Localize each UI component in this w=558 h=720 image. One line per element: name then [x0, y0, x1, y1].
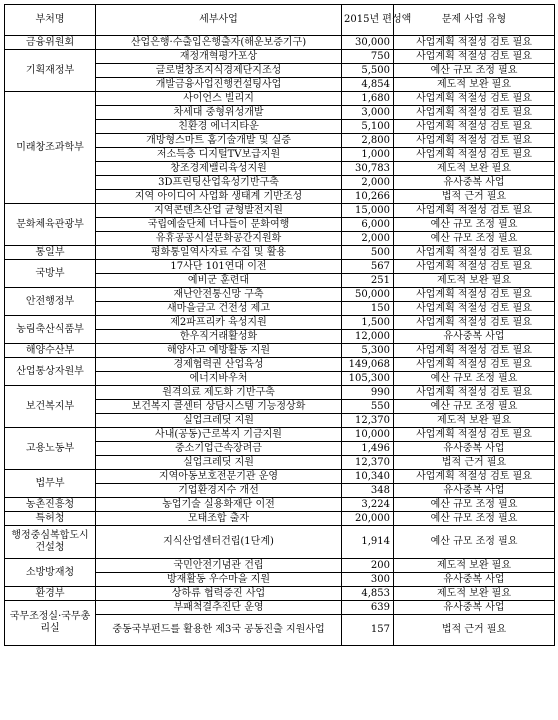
project-cell: 부패척결추진단 운영: [96, 601, 342, 615]
project-cell: 친환경 에너지타운: [96, 120, 342, 134]
table-row: [5, 601, 555, 615]
budget-cell: 5,300: [342, 344, 394, 358]
budget-cell: 251: [342, 274, 394, 288]
issue-cell: 유사중복 사업: [394, 573, 555, 587]
issue-cell: 사업계획 적절성 검토 필요: [394, 92, 555, 106]
project-cell: 평화통일역사자료 수집 및 활용: [96, 246, 342, 260]
issue-cell: 사업계획 적절성 검토 필요: [394, 204, 555, 218]
issue-cell: 예산 규모 조정 필요: [394, 400, 555, 414]
issue-cell: 유사중복 사업: [394, 176, 555, 190]
budget-cell: 157: [342, 615, 394, 646]
issue-cell: 사업계획 적절성 검토 필요: [394, 344, 555, 358]
budget-cell: 150: [342, 302, 394, 316]
table-body: [5, 36, 555, 646]
ministry-cell: 미래창조과학부: [5, 92, 96, 204]
ministry-cell: 산업통상자원부: [5, 358, 96, 386]
project-cell: 상하류 협력증진 사업: [96, 587, 342, 601]
budget-cell: 550: [342, 400, 394, 414]
issue-cell: 사업계획 적절성 검토 필요: [394, 470, 555, 484]
issue-cell: 사업계획 적절성 검토 필요: [394, 246, 555, 260]
budget-cell: 990: [342, 386, 394, 400]
budget-cell: 3,224: [342, 498, 394, 512]
issue-cell: 유사중복 사업: [394, 442, 555, 456]
ministry-cell: 국방부: [5, 260, 96, 288]
table-row: [5, 50, 555, 64]
table-row: [5, 358, 555, 372]
issue-cell: 예산 규모 조정 필요: [394, 218, 555, 232]
issue-cell: 사업계획 적절성 검토 필요: [394, 36, 555, 50]
ministry-cell: 안전행정부: [5, 288, 96, 316]
issue-cell: 유사중복 사업: [394, 330, 555, 344]
issue-cell: 사업계획 적절성 검토 필요: [394, 386, 555, 400]
issue-cell: 예산 규모 조정 필요: [394, 512, 555, 526]
issue-cell: 유사중복 사업: [394, 484, 555, 498]
issue-cell: 제도적 보완 필요: [394, 414, 555, 428]
issue-cell: 제도적 보완 필요: [394, 587, 555, 601]
budget-cell: 500: [342, 246, 394, 260]
project-cell: 농업기술 실용화재단 이전: [96, 498, 342, 512]
project-cell: 17사단 101연대 이전: [96, 260, 342, 274]
issue-cell: 사업계획 적절성 검토 필요: [394, 134, 555, 148]
issue-cell: 유사중복 사업: [394, 601, 555, 615]
budget-cell: 348: [342, 484, 394, 498]
ministry-cell: 환경부: [5, 587, 96, 601]
project-cell: 개방형스마트 홈기술개발 및 실증: [96, 134, 342, 148]
budget-cell: 2,000: [342, 232, 394, 246]
issue-cell: 사업계획 적절성 검토 필요: [394, 50, 555, 64]
header-issue: 문제 사업 유형: [394, 5, 555, 36]
table-row: [5, 386, 555, 400]
project-cell: 저소득층 디지털TV보급지원: [96, 148, 342, 162]
ministry-cell: 고용노동부: [5, 428, 96, 470]
ministry-cell: 농촌진흥청: [5, 498, 96, 512]
budget-cell: 5,100: [342, 120, 394, 134]
issue-cell: 법적 근거 필요: [394, 456, 555, 470]
issue-cell: 사업계획 적절성 검토 필요: [394, 316, 555, 330]
budget-cell: 12,000: [342, 330, 394, 344]
issue-cell: 예산 규모 조정 필요: [394, 64, 555, 78]
table-row: [5, 470, 555, 484]
budget-cell: 10,340: [342, 470, 394, 484]
project-cell: 사내(공동)근로복지 기금지원: [96, 428, 342, 442]
budget-cell: 4,854: [342, 78, 394, 92]
budget-cell: 20,000: [342, 512, 394, 526]
table-row: [5, 92, 555, 106]
project-cell: 지역 아이디어 사업화 생태계 기반조성: [96, 190, 342, 204]
project-cell: 차세대 중형위성개발: [96, 106, 342, 120]
budget-cell: 30,783: [342, 162, 394, 176]
table-row: [5, 344, 555, 358]
project-cell: 모태조합 출자: [96, 512, 342, 526]
table-row: [5, 316, 555, 330]
budget-cell: 1,000: [342, 148, 394, 162]
budget-cell: 200: [342, 559, 394, 573]
budget-cell: 6,000: [342, 218, 394, 232]
table-row: [5, 526, 555, 559]
project-cell: 중소기업근속장려금: [96, 442, 342, 456]
issue-cell: 제도적 보완 필요: [394, 78, 555, 92]
budget-cell: 2,000: [342, 176, 394, 190]
table-row: [5, 36, 555, 50]
table-row: [5, 428, 555, 442]
ministry-cell: 특허청: [5, 512, 96, 526]
project-cell: 산업은행·수출입은행출자(해운보증기구): [96, 36, 342, 50]
header-row: [5, 5, 555, 36]
issue-cell: 사업계획 적절성 검토 필요: [394, 358, 555, 372]
project-cell: 원격의료 제도화 기반구축: [96, 386, 342, 400]
issue-cell: 예산 규모 조정 필요: [394, 526, 555, 559]
project-cell: 유휴공공시설문화공간지원화: [96, 232, 342, 246]
table-row: [5, 204, 555, 218]
table-row: [5, 559, 555, 573]
header-budget: 2015년 편성액: [342, 5, 394, 36]
project-cell: 개발금융사업진행컨설팅사업: [96, 78, 342, 92]
budget-cell: 2,800: [342, 134, 394, 148]
issue-cell: 제도적 보완 필요: [394, 559, 555, 573]
issue-cell: 예산 규모 조정 필요: [394, 498, 555, 512]
ministry-cell: 기획재정부: [5, 50, 96, 92]
budget-cell: 149,068: [342, 358, 394, 372]
project-cell: 예비군 훈련대: [96, 274, 342, 288]
budget-cell: 3,000: [342, 106, 394, 120]
project-cell: 글로벌창조지식경제단지조성: [96, 64, 342, 78]
ministry-cell: 문화체육관광부: [5, 204, 96, 246]
ministry-cell: 통일부: [5, 246, 96, 260]
ministry-cell: 국무조정실·국무총리실: [5, 601, 96, 646]
budget-cell: 750: [342, 50, 394, 64]
project-cell: 새마을금고 건전성 제고: [96, 302, 342, 316]
issue-cell: 법적 근거 필요: [394, 615, 555, 646]
budget-cell: 50,000: [342, 288, 394, 302]
budget-cell: 12,370: [342, 456, 394, 470]
issue-cell: 예산 규모 조정 필요: [394, 232, 555, 246]
budget-cell: 1,500: [342, 316, 394, 330]
budget-cell: 105,300: [342, 372, 394, 386]
issue-cell: 제도적 보완 필요: [394, 162, 555, 176]
table-row: [5, 246, 555, 260]
budget-cell: 1,914: [342, 526, 394, 559]
project-cell: 창조경제밸리육성지원: [96, 162, 342, 176]
budget-cell: 10,266: [342, 190, 394, 204]
ministry-cell: 보건복지부: [5, 386, 96, 428]
project-cell: 3D프린팅산업육성기반구축: [96, 176, 342, 190]
project-cell: 지역아동보호전문기관 운영: [96, 470, 342, 484]
issue-cell: 사업계획 적절성 검토 필요: [394, 120, 555, 134]
table-row: [5, 288, 555, 302]
ministry-cell: 해양수산부: [5, 344, 96, 358]
header-ministry: 부처명: [5, 5, 96, 36]
budget-cell: 15,000: [342, 204, 394, 218]
header-project: 세부사업: [96, 5, 342, 36]
issue-cell: 사업계획 적절성 검토 필요: [394, 260, 555, 274]
table-row: [5, 498, 555, 512]
budget-cell: 1,496: [342, 442, 394, 456]
budget-cell: 12,370: [342, 414, 394, 428]
project-cell: 지역콘텐츠산업 균형발전지원: [96, 204, 342, 218]
budget-cell: 10,000: [342, 428, 394, 442]
issue-cell: 사업계획 적절성 검토 필요: [394, 148, 555, 162]
table-row: [5, 587, 555, 601]
budget-cell: 1,680: [342, 92, 394, 106]
ministry-cell: 금융위원회: [5, 36, 96, 50]
project-cell: 제2파프리카 육성지원: [96, 316, 342, 330]
project-cell: 재난안전통신망 구축: [96, 288, 342, 302]
issue-cell: 제도적 보완 필요: [394, 274, 555, 288]
project-cell: 재정개혁평가포상: [96, 50, 342, 64]
project-cell: 사이언스 빌리지: [96, 92, 342, 106]
budget-cell: 639: [342, 601, 394, 615]
project-cell: 실업크레딧 지원: [96, 414, 342, 428]
budget-cell: 5,500: [342, 64, 394, 78]
project-cell: 한우직거래활성화: [96, 330, 342, 344]
ministry-cell: 소방방재청: [5, 559, 96, 587]
ministry-cell: 행정중심복합도시건설청: [5, 526, 96, 559]
project-cell: 에너지바우처: [96, 372, 342, 386]
issue-cell: 예산 규모 조정 필요: [394, 372, 555, 386]
issue-cell: 사업계획 적절성 검토 필요: [394, 106, 555, 120]
project-cell: 실업크레딧 지원: [96, 456, 342, 470]
issue-cell: 법적 근거 필요: [394, 190, 555, 204]
issue-cell: 사업계획 적절성 검토 필요: [394, 302, 555, 316]
budget-cell: 30,000: [342, 36, 394, 50]
issue-cell: 사업계획 적절성 검토 필요: [394, 288, 555, 302]
budget-cell: 300: [342, 573, 394, 587]
budget-table: [4, 4, 555, 646]
budget-cell: 567: [342, 260, 394, 274]
project-cell: 해양사고 예방활동 지원: [96, 344, 342, 358]
project-cell: 보건복지 콜센터 상담시스템 기능정상화: [96, 400, 342, 414]
project-cell: 국립예술단체 너나들이 문화여행: [96, 218, 342, 232]
table-row: [5, 260, 555, 274]
ministry-cell: 농림축산식품부: [5, 316, 96, 344]
project-cell: 중동국부펀드를 활용한 제3국 공동진출 지원사업: [96, 615, 342, 646]
project-cell: 국민안전기념관 건립: [96, 559, 342, 573]
project-cell: 방재활동 우수마을 지원: [96, 573, 342, 587]
issue-cell: 사업계획 적절성 검토 필요: [394, 428, 555, 442]
project-cell: 지식산업센터건립(1단계): [96, 526, 342, 559]
project-cell: 기업환경지수 개선: [96, 484, 342, 498]
budget-cell: 4,853: [342, 587, 394, 601]
ministry-cell: 법무부: [5, 470, 96, 498]
project-cell: 경제협력권 산업육성: [96, 358, 342, 372]
table-row: [5, 512, 555, 526]
